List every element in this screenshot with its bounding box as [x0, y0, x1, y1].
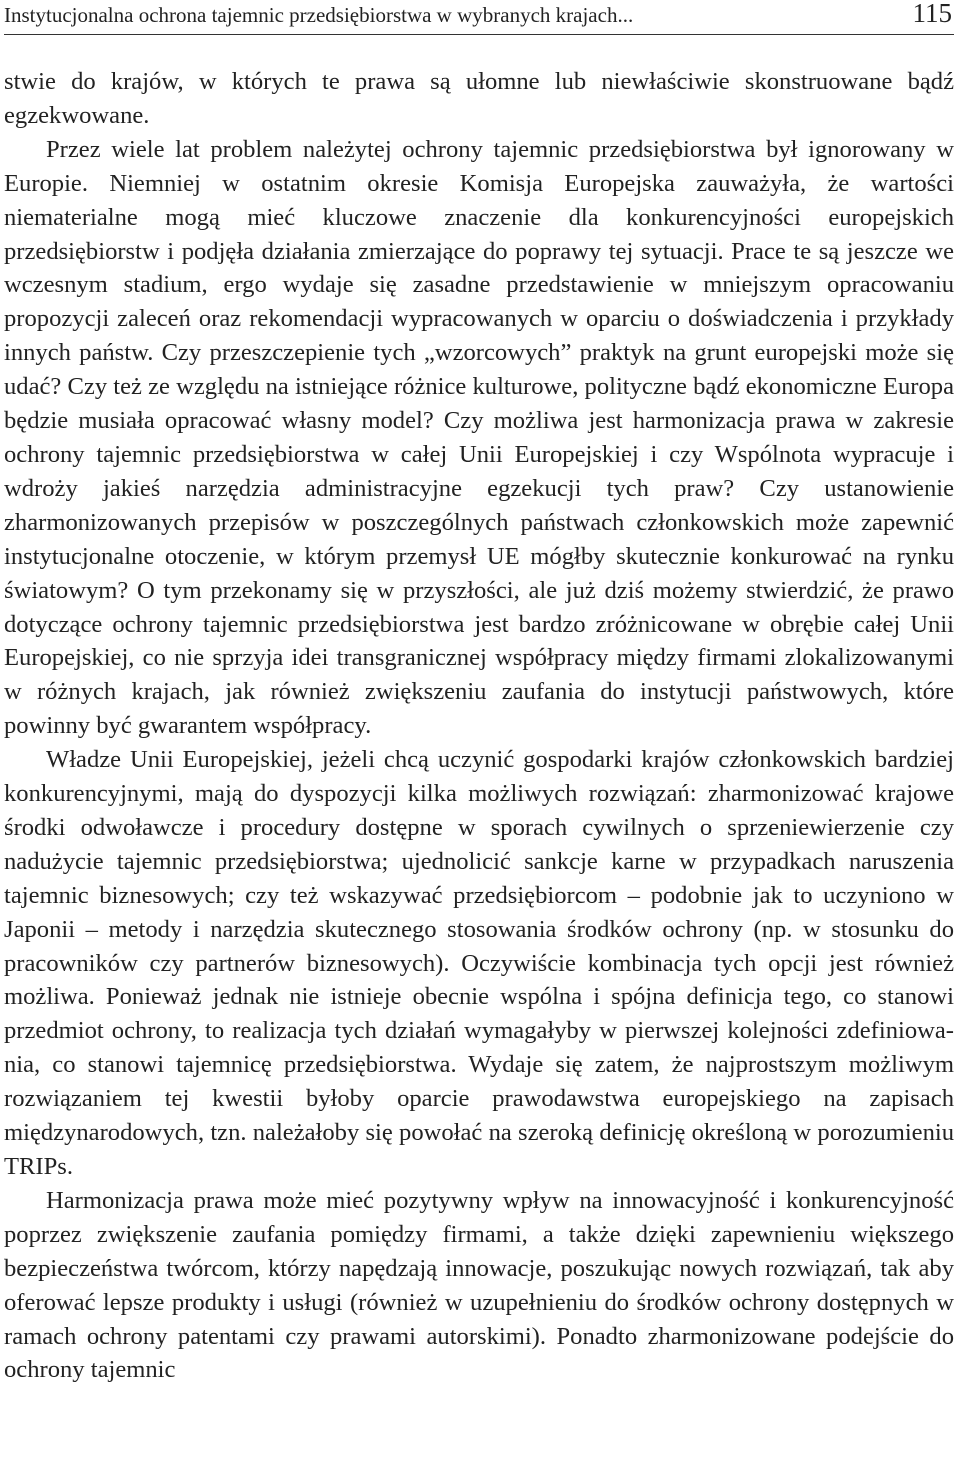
paragraph: Harmonizacja prawa może mieć pozytywny wpływ na innowacyjność i konkurencyjność poprzez zwiększenie zaufania pomiędzy firmami, a także dzięki zapewnieniu większego bezpieczeństwa twórcom, którzy napędzają innowacje, poszukując nowych rozwiązań, tak aby oferować lepsze produkty i usługi (również w uzupełnieniu do środków ochrony dostępnych w ramach ochrony patentami czy prawami autorskimi). Ponadto zharmonizowane podejście do ochrony tajemnic	[4, 1186, 954, 1384]
running-title: Instytucjonalna ochrona tajemnic przedsiębiorstwa w wybranych krajach...	[4, 3, 634, 27]
page-number: 115	[912, 0, 952, 28]
paragraph: Władze Unii Europejskiej, jeżeli chcą uczynić gospodarki krajów członkowskich bardziej konkurencyjnymi, mają do dyspozycji kilka możliwych rozwiązań: zharmonizować krajowe środki odwoławcze i procedury dostępne w sporach cywilnych o sprzeniewierzenie czy nadużycie tajemnic przedsiębiorstwa; ujednolicić sankcje karne w przypadkach naruszenia tajemnic biznesowych; czy też wskazywać przedsiębiorcom – podobnie jak to uczyniono w Japonii – metody i narzędzia skutecznego stosowania środków ochrony (np. w stosunku do pracowników czy partnerów biznesowych). Oczywiście kombinacja tych opcji jest również możliwa. Ponieważ jednak nie istnieje obecnie wspólna i spójna definicja tego, co stanowi przedmiot ochrony, to realizacja tych działań wymagałyby w pierwszej kolejności zdefiniowania, co stanowi tajemnicę przedsiębiorstwa. Wydaje się zatem, że najprostszym możliwym rozwiązaniem tej kwestii byłoby oparcie prawodawstwa europejskiego na zapisach międzynarodowych, tzn. należałoby się powołać na szeroką definicję określoną w porozumieniu TRIPs.	[4, 746, 954, 1180]
document-page	[4, 0, 954, 1483]
running-header	[4, 0, 954, 35]
body-text	[4, 65, 954, 1387]
paragraph: stwie do krajów, w których te prawa są ułomne lub niewłaściwie skonstruowane bądź egzekwowane.	[4, 68, 954, 129]
paragraph: Przez wiele lat problem należytej ochrony tajemnic przedsiębiorstwa był ignorowany w Europie. Niemniej w ostatnim okresie Komisja Europejska zauważyła, że wartości niematerialne mogą mieć kluczowe znaczenie dla konkurencyjności europejskich przedsiębiorstw i podjęła działania zmierzające do poprawy tej sytuacji. Prace te są jeszcze we wczesnym stadium, ergo wydaje się zasadne przedstawienie w mniejszym opracowaniu propozycji zaleceń oraz rekomendacji wypracowanych w oparciu o doświadczenia i przykłady innych państw. Czy przeszczepienie tych „wzorcowych” praktyk na grunt europejski może się udać? Czy też ze względu na istniejące różnice kulturowe, polityczne bądź ekonomiczne Europa będzie musiała opracować własny model? Czy możliwa jest harmonizacja prawa w zakresie ochrony tajemnic przedsiębiorstwa w całej Unii Europejskiej i czy Wspólnota wypracuje i wdroży jakieś narzędzia administracyjne egzekucji tych praw? Czy ustanowienie zharmonizowanych przepisów w poszczególnych państwach członkowskich może zapewnić instytucjonalne otoczenie, w którym przemysł UE mógłby skutecznie konkurować na rynku światowym? O tym przekonamy się w przyszłości, ale już dziś możemy stwierdzić, że prawo dotyczące ochrony tajemnic przedsiębiorstwa jest bardzo zróżnicowane w obrębie całej Unii Europejskiej, co nie sprzyja idei transgranicznej współpracy między firmami zlokalizowanymi w różnych krajach, jak również zwiększeniu zaufania do instytucji państwowych, które powinny być gwarantem współpracy.	[4, 135, 954, 740]
